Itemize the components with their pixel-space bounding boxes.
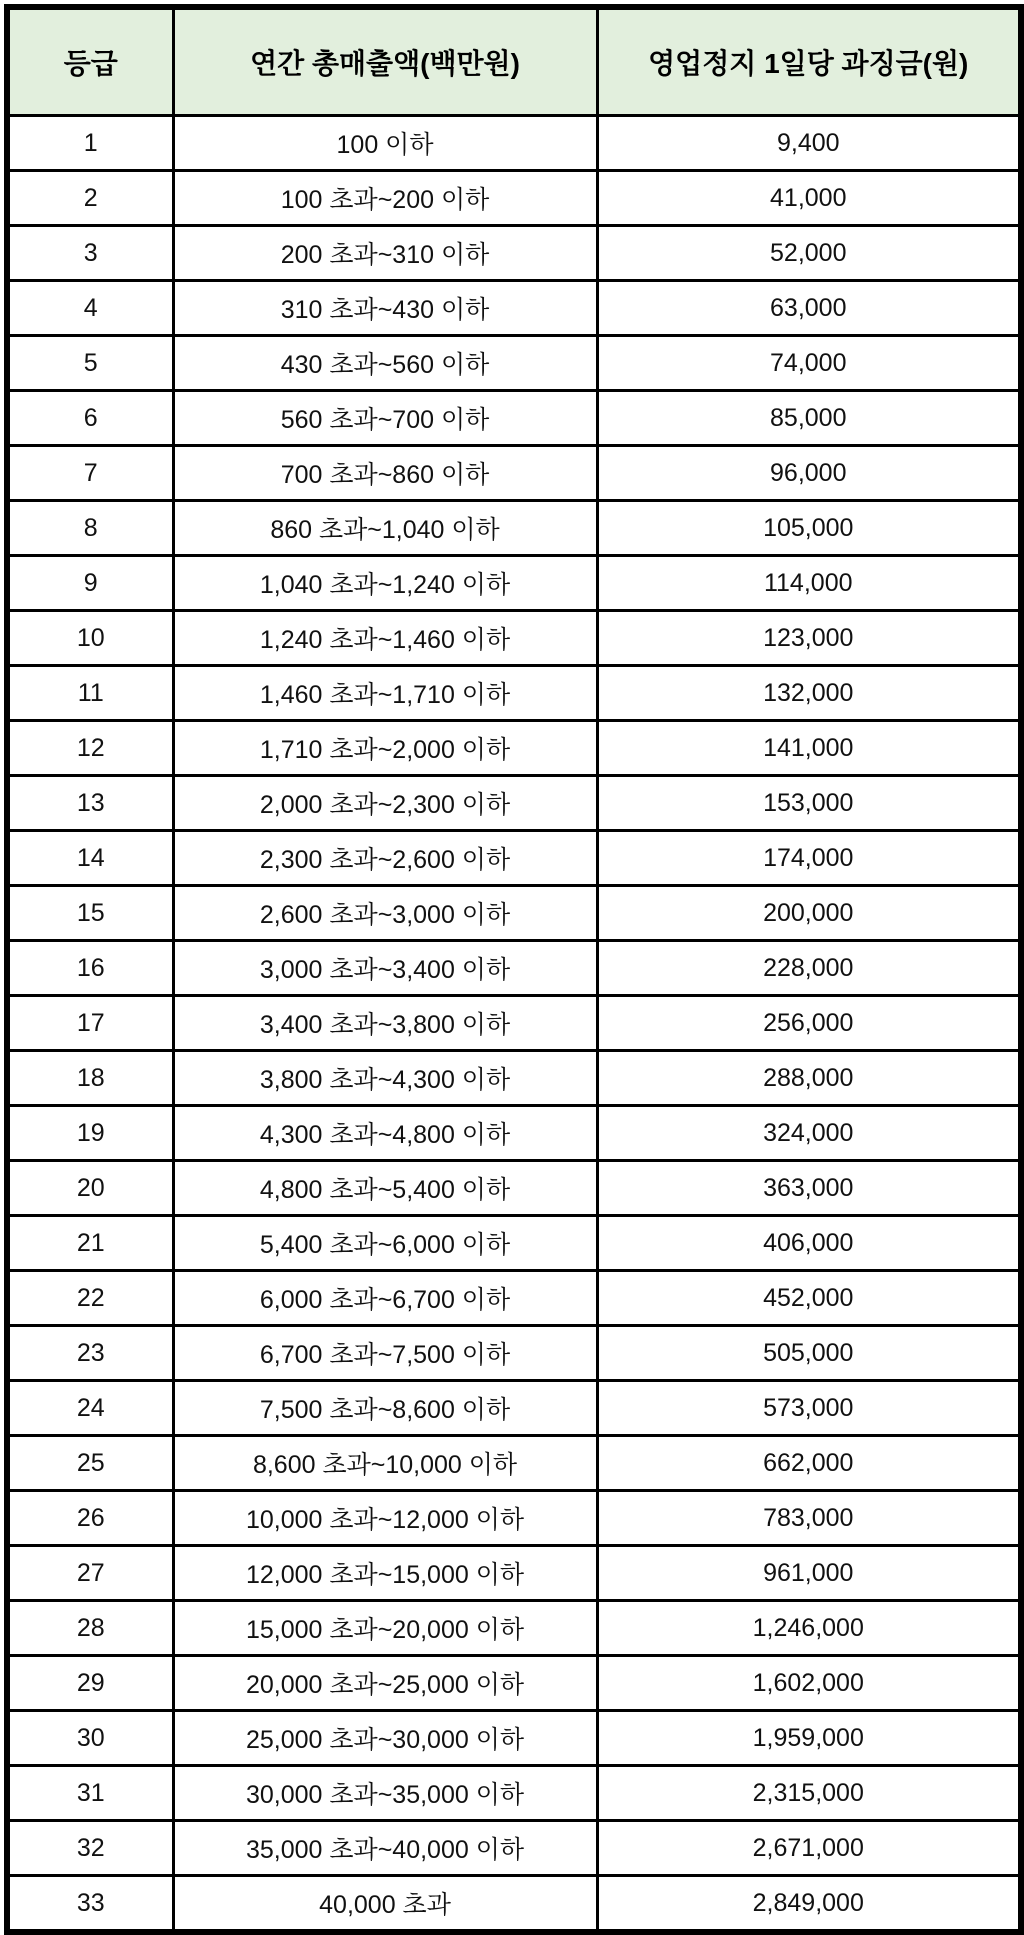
grade-cell: 16: [7, 941, 173, 996]
sales-range-cell: 7,500 초과~8,600 이하: [173, 1381, 597, 1436]
grade-cell: 33: [7, 1876, 173, 1933]
fine-amount-cell: 141,000: [597, 721, 1021, 776]
table-row: [7, 446, 1021, 501]
header-row: [7, 7, 1021, 116]
grade-cell: 24: [7, 1381, 173, 1436]
table-row: [7, 1711, 1021, 1766]
fine-amount-cell: 662,000: [597, 1436, 1021, 1491]
sales-range-cell: 1,710 초과~2,000 이하: [173, 721, 597, 776]
sales-range-cell: 1,040 초과~1,240 이하: [173, 556, 597, 611]
sales-range-cell: 200 초과~310 이하: [173, 226, 597, 281]
sales-range-cell: 25,000 초과~30,000 이하: [173, 1711, 597, 1766]
table-row: [7, 831, 1021, 886]
fine-amount-cell: 256,000: [597, 996, 1021, 1051]
grade-cell: 19: [7, 1106, 173, 1161]
sales-range-cell: 700 초과~860 이하: [173, 446, 597, 501]
grade-cell: 26: [7, 1491, 173, 1546]
grade-cell: 28: [7, 1601, 173, 1656]
table-row: [7, 1656, 1021, 1711]
table-row: [7, 1161, 1021, 1216]
grade-cell: 17: [7, 996, 173, 1051]
grade-cell: 3: [7, 226, 173, 281]
fine-amount-cell: 324,000: [597, 1106, 1021, 1161]
sales-range-cell: 1,460 초과~1,710 이하: [173, 666, 597, 721]
fine-amount-cell: 452,000: [597, 1271, 1021, 1326]
table-row: [7, 941, 1021, 996]
sales-range-cell: 4,800 초과~5,400 이하: [173, 1161, 597, 1216]
header-grade: 등급: [7, 7, 173, 116]
sales-range-cell: 40,000 초과: [173, 1876, 597, 1933]
grade-cell: 8: [7, 501, 173, 556]
sales-range-cell: 310 초과~430 이하: [173, 281, 597, 336]
sales-range-cell: 35,000 초과~40,000 이하: [173, 1821, 597, 1876]
grade-cell: 2: [7, 171, 173, 226]
grade-cell: 20: [7, 1161, 173, 1216]
table-row: [7, 391, 1021, 446]
table-row: [7, 1436, 1021, 1491]
fine-amount-cell: 1,246,000: [597, 1601, 1021, 1656]
sales-range-cell: 1,240 초과~1,460 이하: [173, 611, 597, 666]
sales-range-cell: 430 초과~560 이하: [173, 336, 597, 391]
grade-cell: 18: [7, 1051, 173, 1106]
table-body: [7, 116, 1021, 1933]
fine-amount-cell: 1,959,000: [597, 1711, 1021, 1766]
header-daily-fine: 영업정지 1일당 과징금(원): [597, 7, 1021, 116]
table-row: [7, 721, 1021, 776]
table-row: [7, 776, 1021, 831]
table-row: [7, 226, 1021, 281]
fine-amount-cell: 573,000: [597, 1381, 1021, 1436]
fine-amount-cell: 200,000: [597, 886, 1021, 941]
business-suspension-fine-table: [4, 4, 1024, 1935]
sales-range-cell: 3,800 초과~4,300 이하: [173, 1051, 597, 1106]
fine-amount-cell: 505,000: [597, 1326, 1021, 1381]
table-row: [7, 996, 1021, 1051]
table-row: [7, 1216, 1021, 1271]
fine-amount-cell: 114,000: [597, 556, 1021, 611]
table-row: [7, 1601, 1021, 1656]
sales-range-cell: 5,400 초과~6,000 이하: [173, 1216, 597, 1271]
sales-range-cell: 560 초과~700 이하: [173, 391, 597, 446]
fine-amount-cell: 406,000: [597, 1216, 1021, 1271]
table-row: [7, 1106, 1021, 1161]
fine-amount-cell: 74,000: [597, 336, 1021, 391]
table-row: [7, 171, 1021, 226]
sales-range-cell: 2,600 초과~3,000 이하: [173, 886, 597, 941]
sales-range-cell: 15,000 초과~20,000 이하: [173, 1601, 597, 1656]
fine-amount-cell: 96,000: [597, 446, 1021, 501]
table-row: [7, 1381, 1021, 1436]
sales-range-cell: 100 이하: [173, 116, 597, 171]
sales-range-cell: 2,300 초과~2,600 이하: [173, 831, 597, 886]
sales-range-cell: 20,000 초과~25,000 이하: [173, 1656, 597, 1711]
grade-cell: 5: [7, 336, 173, 391]
table-row: [7, 336, 1021, 391]
grade-cell: 21: [7, 1216, 173, 1271]
sales-range-cell: 30,000 초과~35,000 이하: [173, 1766, 597, 1821]
grade-cell: 31: [7, 1766, 173, 1821]
fine-amount-cell: 153,000: [597, 776, 1021, 831]
table-row: [7, 1546, 1021, 1601]
fine-amount-cell: 288,000: [597, 1051, 1021, 1106]
fine-amount-cell: 961,000: [597, 1546, 1021, 1601]
sales-range-cell: 3,400 초과~3,800 이하: [173, 996, 597, 1051]
grade-cell: 10: [7, 611, 173, 666]
grade-cell: 4: [7, 281, 173, 336]
grade-cell: 30: [7, 1711, 173, 1766]
fine-amount-cell: 9,400: [597, 116, 1021, 171]
sales-range-cell: 12,000 초과~15,000 이하: [173, 1546, 597, 1601]
fine-amount-cell: 2,849,000: [597, 1876, 1021, 1933]
grade-cell: 13: [7, 776, 173, 831]
fine-amount-cell: 228,000: [597, 941, 1021, 996]
grade-cell: 15: [7, 886, 173, 941]
table-header: [7, 7, 1021, 116]
fine-amount-cell: 2,671,000: [597, 1821, 1021, 1876]
grade-cell: 29: [7, 1656, 173, 1711]
sales-range-cell: 100 초과~200 이하: [173, 171, 597, 226]
grade-cell: 7: [7, 446, 173, 501]
grade-cell: 32: [7, 1821, 173, 1876]
fine-amount-cell: 123,000: [597, 611, 1021, 666]
grade-cell: 6: [7, 391, 173, 446]
sales-range-cell: 6,000 초과~6,700 이하: [173, 1271, 597, 1326]
fine-amount-cell: 783,000: [597, 1491, 1021, 1546]
sales-range-cell: 4,300 초과~4,800 이하: [173, 1106, 597, 1161]
sales-range-cell: 3,000 초과~3,400 이하: [173, 941, 597, 996]
table-row: [7, 886, 1021, 941]
sales-range-cell: 6,700 초과~7,500 이하: [173, 1326, 597, 1381]
grade-cell: 25: [7, 1436, 173, 1491]
grade-cell: 1: [7, 116, 173, 171]
table-row: [7, 1766, 1021, 1821]
table-row: [7, 1876, 1021, 1933]
grade-cell: 9: [7, 556, 173, 611]
sales-range-cell: 860 초과~1,040 이하: [173, 501, 597, 556]
fine-amount-cell: 174,000: [597, 831, 1021, 886]
fine-amount-cell: 52,000: [597, 226, 1021, 281]
fine-amount-cell: 132,000: [597, 666, 1021, 721]
fine-amount-cell: 363,000: [597, 1161, 1021, 1216]
table-row: [7, 281, 1021, 336]
grade-cell: 14: [7, 831, 173, 886]
fine-amount-cell: 41,000: [597, 171, 1021, 226]
grade-cell: 12: [7, 721, 173, 776]
table-row: [7, 501, 1021, 556]
table-row: [7, 116, 1021, 171]
table-row: [7, 1051, 1021, 1106]
grade-cell: 11: [7, 666, 173, 721]
table-row: [7, 1326, 1021, 1381]
sales-range-cell: 8,600 초과~10,000 이하: [173, 1436, 597, 1491]
table-row: [7, 556, 1021, 611]
header-annual-sales: 연간 총매출액(백만원): [173, 7, 597, 116]
fine-amount-cell: 1,602,000: [597, 1656, 1021, 1711]
sales-range-cell: 10,000 초과~12,000 이하: [173, 1491, 597, 1546]
grade-cell: 27: [7, 1546, 173, 1601]
fine-amount-cell: 63,000: [597, 281, 1021, 336]
table-row: [7, 1821, 1021, 1876]
fine-amount-cell: 85,000: [597, 391, 1021, 446]
table-row: [7, 611, 1021, 666]
sales-range-cell: 2,000 초과~2,300 이하: [173, 776, 597, 831]
table-row: [7, 1491, 1021, 1546]
table-row: [7, 666, 1021, 721]
grade-cell: 22: [7, 1271, 173, 1326]
fine-amount-cell: 105,000: [597, 501, 1021, 556]
fine-amount-cell: 2,315,000: [597, 1766, 1021, 1821]
table-row: [7, 1271, 1021, 1326]
grade-cell: 23: [7, 1326, 173, 1381]
